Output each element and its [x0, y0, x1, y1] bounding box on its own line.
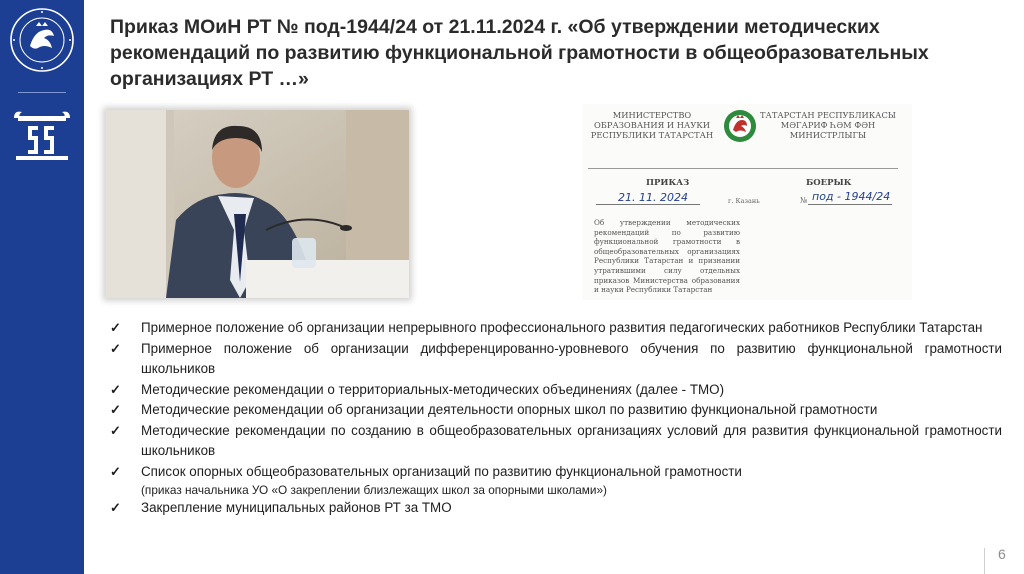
ministry-tt-line: ТАТАРСТАН РЕСПУБЛИКАСЫ: [760, 110, 896, 120]
speaker-photo: [106, 110, 409, 298]
ministry-ru-line: РЕСПУБЛИКИ ТАТАРСТАН: [590, 130, 714, 140]
list-item-text: Методические рекомендации по созданию в общеобразовательных организациях условий для развития функциональной грамотности школьников: [141, 422, 1002, 458]
list-item-note: (приказ начальника УО «О закреплении близлежащих школ за опорными школами»): [141, 483, 607, 497]
logo-divider: [18, 92, 66, 93]
order-label-ru: ПРИКАЗ: [646, 178, 690, 188]
order-date: 21. 11. 2024: [618, 191, 688, 204]
ministry-name-ru: [582, 110, 722, 140]
order-number-prefix: №: [800, 196, 808, 205]
list-item: [108, 318, 1002, 339]
list-item-text: Список опорных общеобразовательных организаций по развитию функциональной грамотности: [141, 463, 742, 479]
column-logo-icon: [10, 108, 74, 164]
date-underline: [596, 204, 700, 205]
list-item-text: Методические рекомендации об организации деятельности опорных школ по развитию функциональной грамотности: [141, 402, 878, 417]
corner-divider: [984, 548, 985, 574]
checkmark-icon: ✓: [110, 463, 121, 479]
order-subject: Об утверждении методических рекомендаций по развитию функциональной грамотности в общеобразовательных организациях Республики Татарстан и признании утратившими силу отдельных приказов Министерства образования и науки Республики Татарстан: [594, 218, 740, 295]
list-item-text: Закрепление муниципальных районов РТ за ТМО: [141, 500, 452, 515]
order-number: под - 1944/24: [812, 190, 891, 203]
checkmark-icon: ✓: [110, 500, 121, 515]
order-document-image: [582, 104, 912, 300]
list-item-text: Примерное положение об организации дифференцированно-уровневого обучения по развитию функциональной грамотности школьников: [141, 340, 1002, 376]
list-item: [108, 380, 1002, 401]
ministry-ru-line: ОБРАЗОВАНИЯ И НАУКИ: [594, 120, 710, 130]
checkmark-icon: ✓: [110, 422, 121, 438]
list-item: [108, 498, 1002, 519]
ministry-tt-line: МӘГАРИФ ҺӘМ ФӘН: [780, 120, 876, 130]
ministry-tt-line: МИНИСТРЛЫГЫ: [789, 130, 867, 140]
bullet-list: [108, 318, 1002, 519]
order-city: г. Казань: [728, 197, 760, 205]
checkmark-icon: ✓: [110, 340, 121, 356]
list-item: [108, 421, 1002, 462]
page-title: Приказ МОиН РТ № под-1944/24 от 21.11.2024 г. «Об утверждении методических рекомендаций по развитию функциональной грамотности в общеобразовательных организациях РТ …»: [110, 16, 929, 90]
page-number: 6: [998, 546, 1006, 562]
list-item: [108, 400, 1002, 421]
number-underline: [808, 204, 892, 205]
university-emblem-icon: [8, 6, 76, 74]
list-item: [108, 339, 1002, 380]
checkmark-icon: ✓: [110, 320, 121, 335]
ministry-name-tt: [758, 110, 898, 140]
list-item: [108, 462, 1002, 499]
tatarstan-emblem-icon: [722, 108, 758, 144]
order-label-tt: БОЕРЫК: [806, 178, 852, 188]
header-rule: [588, 168, 898, 169]
ministry-ru-line: МИНИСТЕРСТВО: [612, 110, 692, 120]
sidebar: [0, 0, 84, 574]
list-item-text: Примерное положение об организации непрерывного профессионального развития педагогических работников Республики Татарстан: [141, 320, 983, 335]
list-item-text: Методические рекомендации о территориальных-методических объединениях (далее - ТМО): [141, 381, 725, 397]
checkmark-icon: ✓: [110, 381, 121, 397]
checkmark-icon: ✓: [110, 402, 121, 417]
